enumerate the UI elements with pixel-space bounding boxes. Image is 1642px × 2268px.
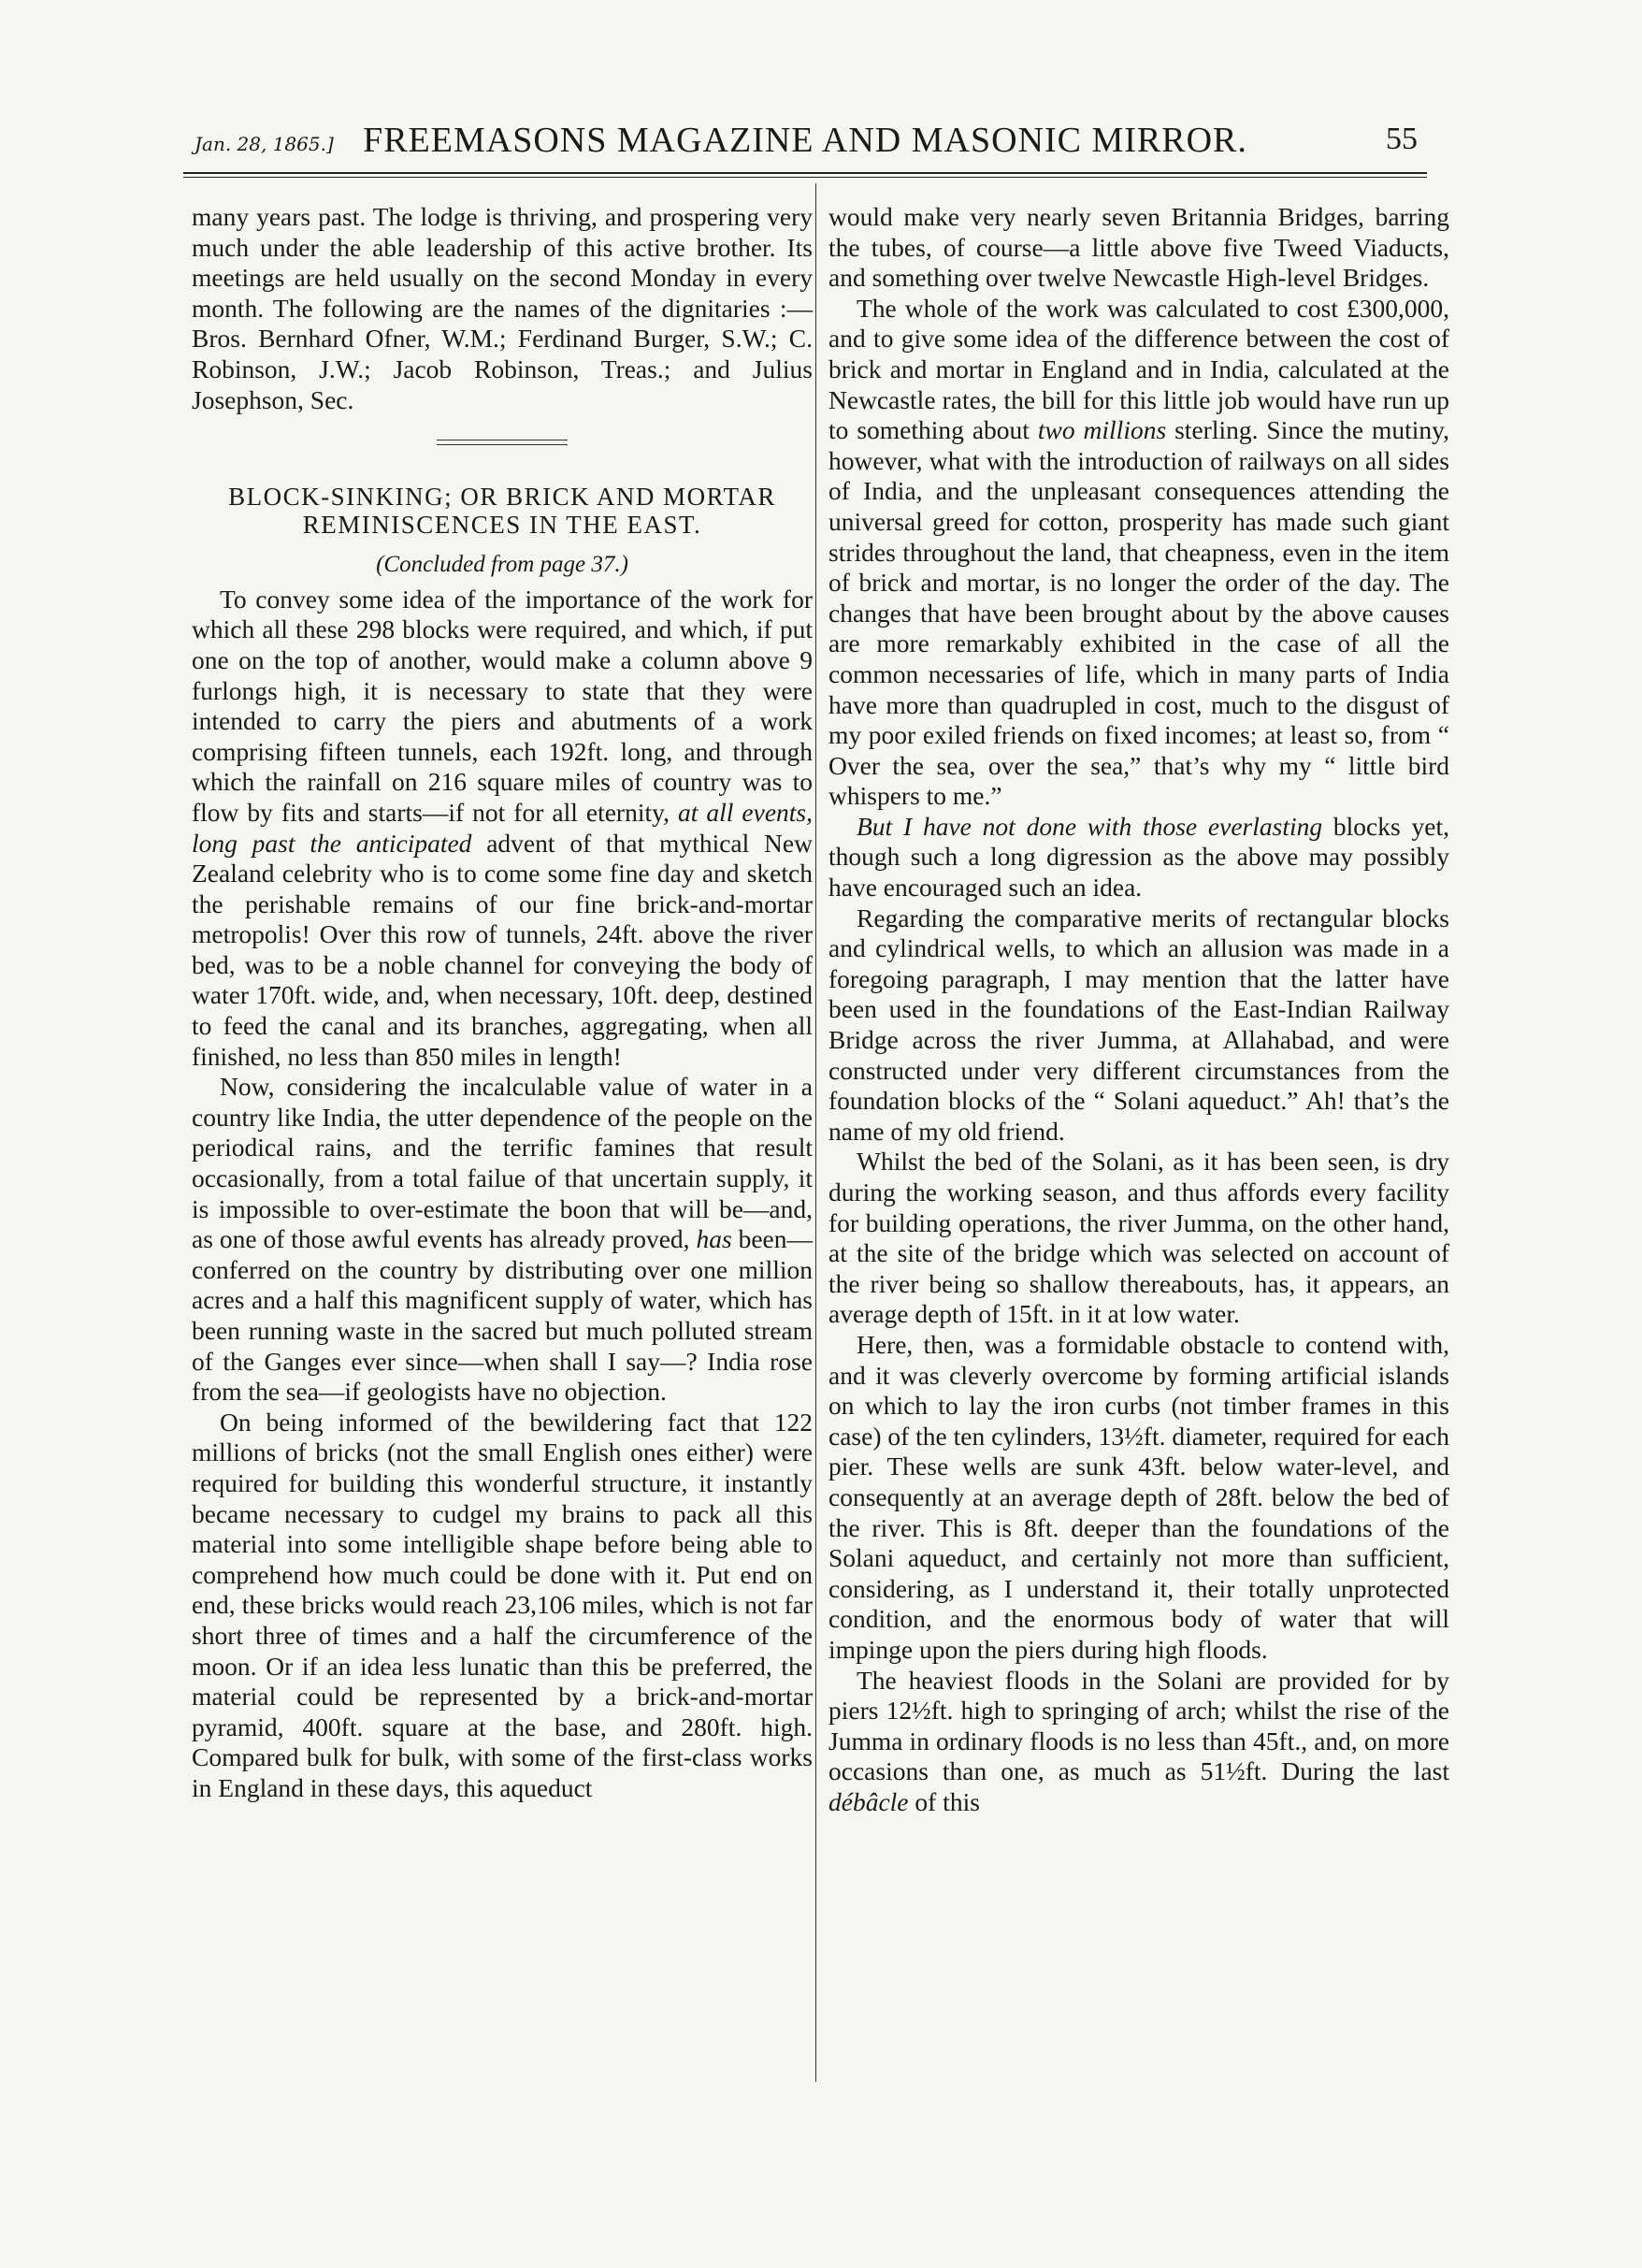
article-title [192,483,813,539]
continued-note: (Concluded from page 37.) [376,552,628,578]
article-title-line: REMINISCENCES IN THE EAST. [302,511,702,540]
page-number: 55 [1386,122,1418,156]
header-date: Jan. 28, 1865.] [194,133,334,155]
article-paragraph: Now, considering the incalculable value of water in a country like India, the utter dependence of the people on the periodical rains, and the terrific famines that result occasionally, from a total failue of that uncertain supply, it is impossible to over-estimate the boon that will be—and, as one of those awful events has already proved, has been—conferred on the country by distributing over one million acres and a half this magnificent supply of water, which has been running waste in the sacred but much polluted stream of the Ganges ever since—when shall I say—? India rose from the sea—if geologists have no objection. [192,1072,813,1407]
article-title-line: BLOCK-SINKING; OR BRICK AND MORTAR [228,483,776,512]
article-paragraph: Regarding the comparative merits of rectangular blocks and cylindrical wells, to which an allusion was made in a foregoing paragraph, I may mention that the latter have been used in the foundations of the East-Indian Railway Bridge across the river Jumma, at Allahabad, and were constructed under very different circumstances from the foundation blocks of the “ Solani aqueduct.” Ah! that’s the name of my old friend. [828,903,1449,1146]
article-paragraph: The heaviest floods in the Solani are provided for by piers 12½ft. high to springing of arch; whilst the rise of the Jumma in ordinary floods is no less than 45ft., and, on more occasions than one, as much as 51½ft. During the last débâcle of this [828,1665,1449,1816]
article-paragraph: On being informed of the bewildering fact that 122 millions of bricks (not the small English ones either) were required for building this wonderful structure, it instantly became necessary to cudgel my brains to pack all this material into some intelligible shape before being able to comprehend how much could be done with it. Put end on end, these bricks would reach 23,106 miles, which is not far short three of times and a half the circumference of the moon. Or if an idea less lunatic than this be preferred, the material could be represented by a brick-and-mortar pyramid, 400ft. square at the base, and 280ft. high. Compared bulk for bulk, with some of the first-class works in England in these days, this aqueduct [192,1407,813,1802]
article-paragraph: Whilst the bed of the Solani, as it has been seen, is dry during the working season, and thus affords every facility for building operations, the river Jumma, on the other hand, at the site of the bridge which was selected on account of the river being so shallow thereabouts, has, it appears, an average depth of 15ft. in it at low water. [828,1147,1449,1329]
magazine-title: FREEMASONS MAGAZINE AND MASONIC MIRROR. [363,121,1247,160]
right-column [828,202,1449,1817]
article-paragraph: would make very nearly seven Britannia Bridges, barring the tubes, of course—a little above five Tweed Viaducts, and something over twelve Newcastle High-level Bridges. [828,202,1449,293]
article-paragraph: Here, then, was a formidable obstacle to contend with, and it was cleverly overcome by forming artificial islands on which to lay the iron curbs (not timber frames in this case) of the ten cylinders, 13½ft. diameter, required for each pier. These wells are sunk 43ft. below water-level, and consequently at an average depth of 28ft. below the bed of the river. This is 8ft. deeper than the foundations of the Solani aqueduct, and certainly not more than sufficient, considering, as I understand it, their totally unprotected condition, and the enormous body of water that will impinge upon the piers during high floods. [828,1329,1449,1664]
section-separator [437,440,568,445]
lodge-report-paragraph: many years past. The lodge is thriving, and prospering very much under the able leadership of this active brother. Its meetings are held usually on the second Monday in every month. The following are the names of the dignitaries :—Bros. Bernhard Ofner, W.M.; Ferdinand Burger, S.W.; C. Robinson, J.W.; Jacob Robinson, Treas.; and Julius Josephson, Sec. [192,202,813,414]
header-rule-thin [183,177,1427,178]
header-rule [183,172,1427,174]
article-paragraph: To convey some idea of the importance of the work for which all these 298 blocks were required, and which, if put one on the top of another, would make a column above 9 furlongs high, it is necessary to state that they were intended to carry the piers and abutments of a work comprising fifteen tunnels, each 192ft. long, and through which the rainfall on 216 square miles of country was to flow by fits and starts—if not for all eternity, at all events, long past the anticipated advent of that mythical New Zealand celebrity who is to come some fine day and sketch the perishable remains of our fine brick-and-mortar metropolis! Over this row of tunnels, 24ft. above the river bed, was to be a noble channel for conveying the body of water 170ft. wide, and, when necessary, 10ft. deep, destined to feed the canal and its branches, aggregating, when all finished, no less than 850 miles in length! [192,584,813,1071]
left-column [192,202,813,1804]
article-paragraph: But I have not done with those everlasting blocks yet, though such a long digression as the above may possibly have encouraged such an idea. [828,811,1449,903]
column-divider [815,183,816,2082]
page-header [183,112,1427,168]
article-paragraph: The whole of the work was calculated to cost £300,000, and to give some idea of the difference between the cost of brick and mortar in England and in India, calculated at the Newcastle rates, the bill for this little job would have run up to something about two millions sterling. Since the mutiny, however, what with the introduction of railways on all sides of India, and the unpleasant consequences attending the universal greed for cotton, prosperity has made such giant strides throughout the land, that cheapness, even in the item of brick and mortar, is no longer the order of the day. The changes that have been brought about by the above causes are more remarkably exhibited in the case of all the common necessaries of life, which in many parts of India have more than quadrupled in cost, much to the disgust of my poor exiled friends on fixed incomes; at least so, from “ Over the sea, over the sea,” that’s why my “ little bird whispers to me.” [828,293,1449,811]
